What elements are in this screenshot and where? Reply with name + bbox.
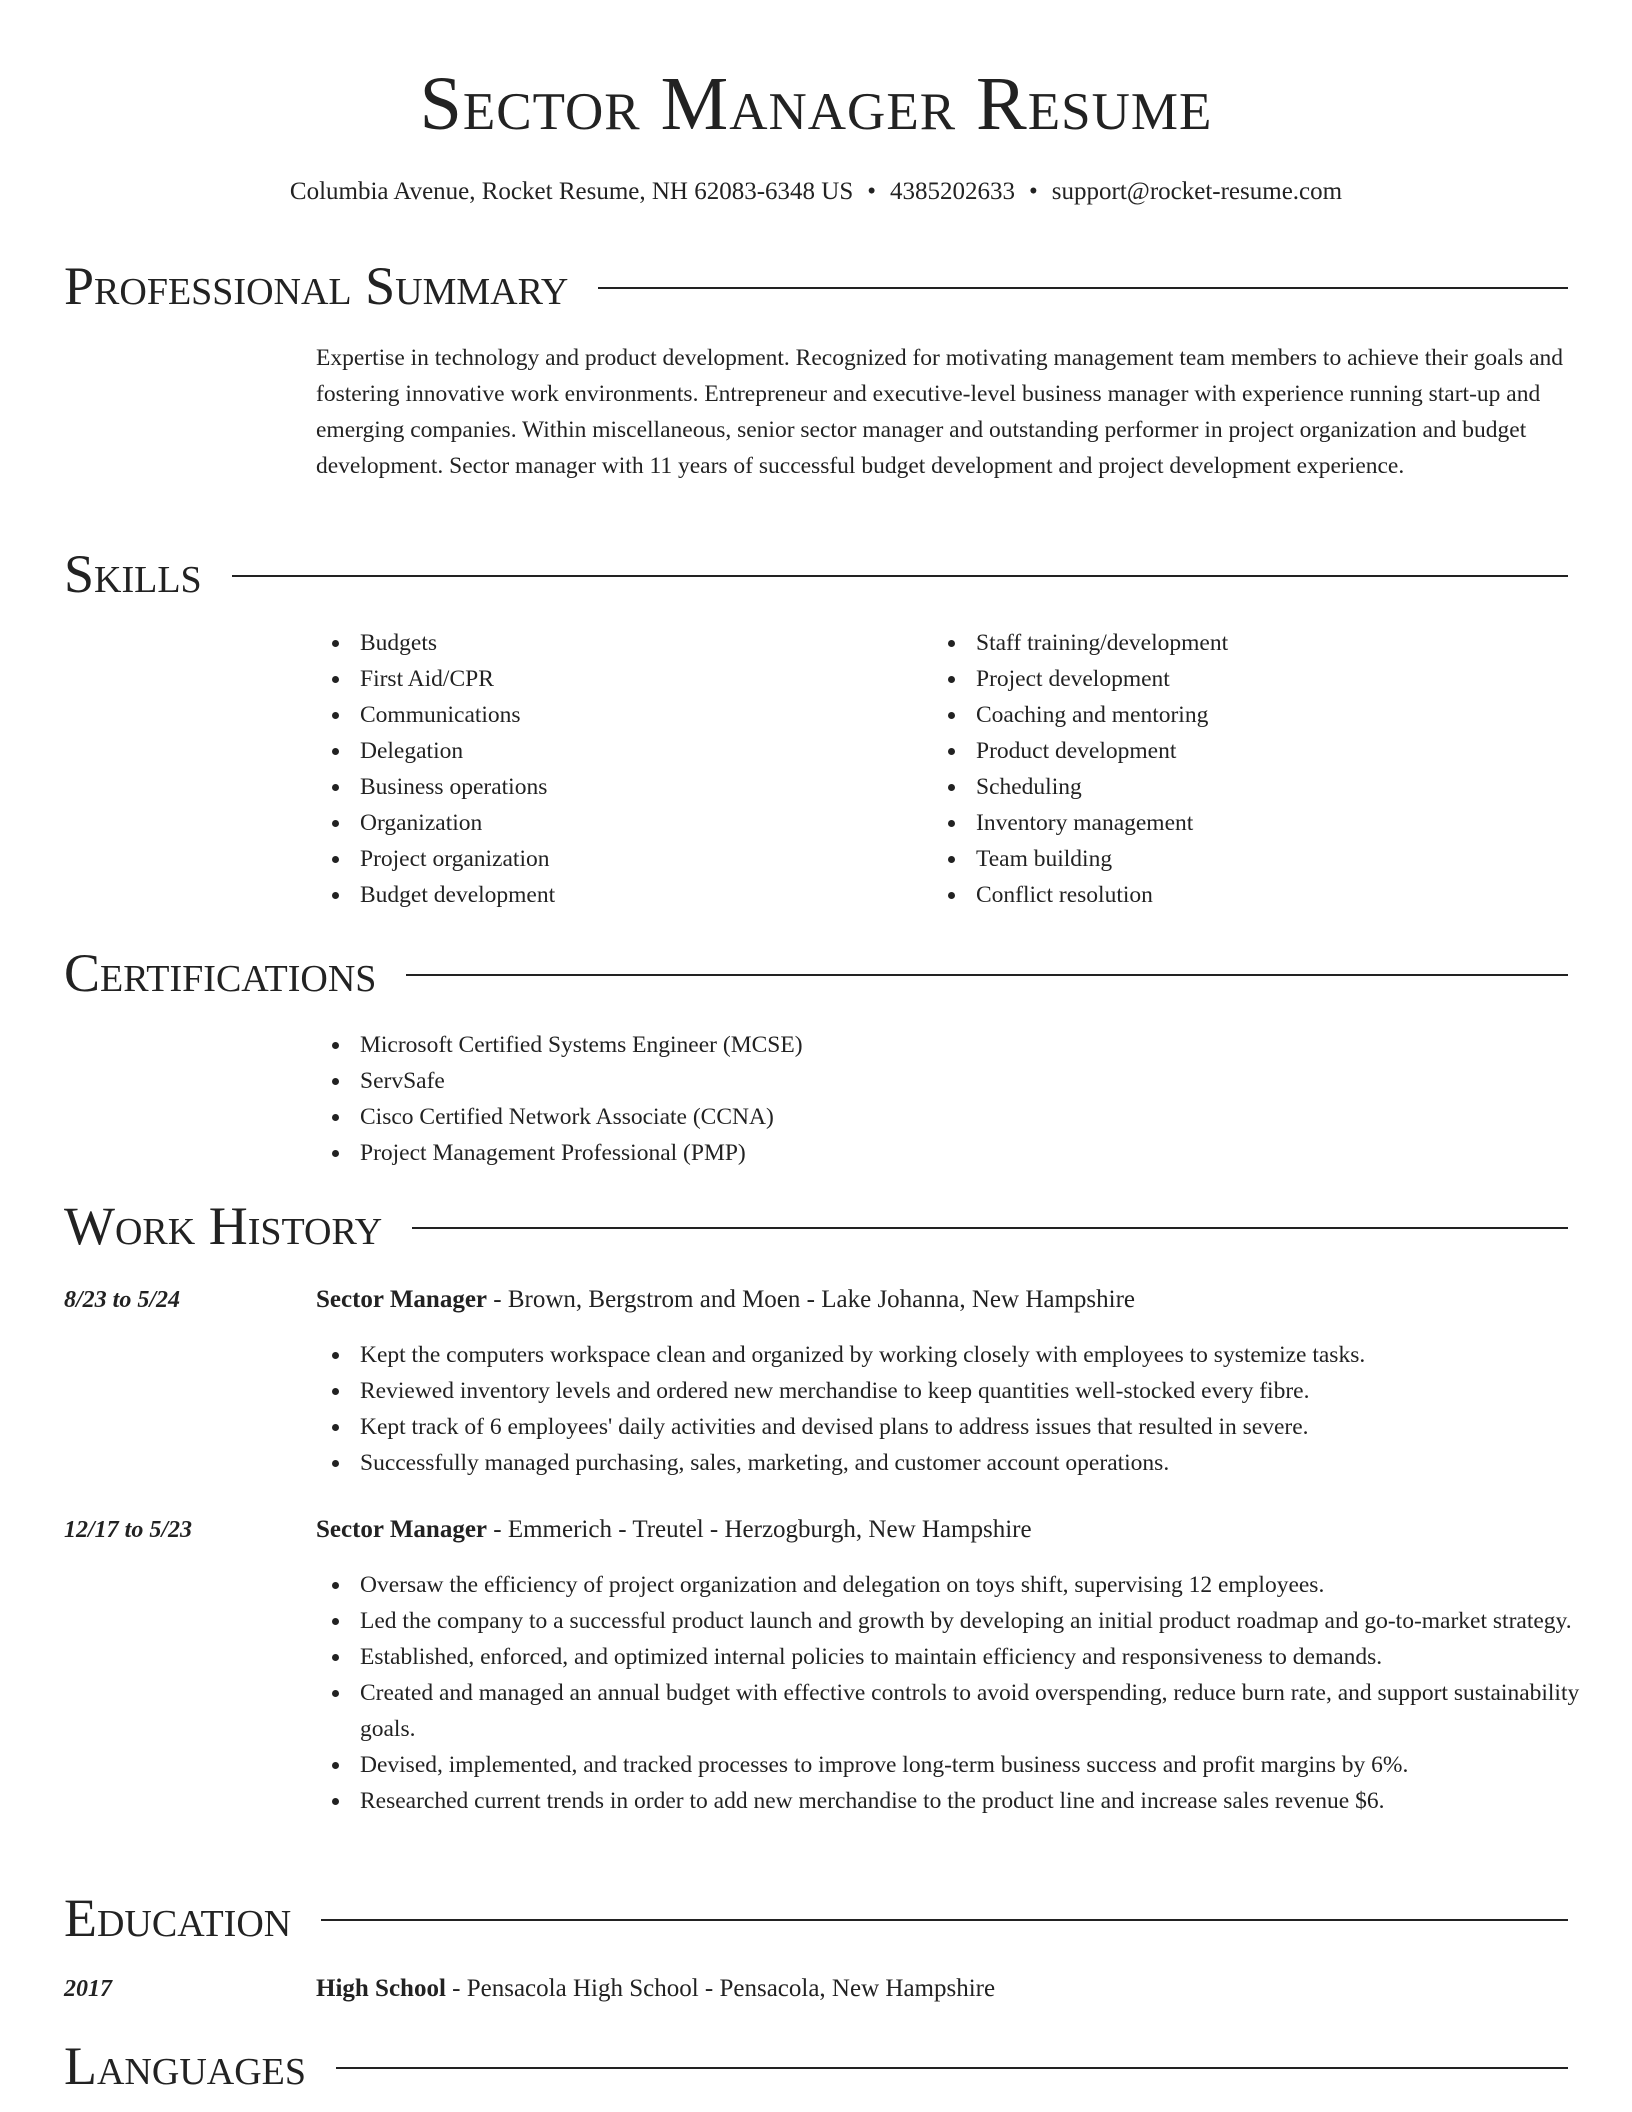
skill-item: Inventory management: [976, 805, 1576, 841]
section-title: Education: [64, 1888, 292, 1948]
job-bullets: [316, 1567, 1612, 1819]
job-dates: 12/17 to 5/23: [64, 1517, 193, 1543]
section-rule: [406, 974, 1568, 976]
education-school: - Pensacola High School - Pensacola, New Hampshire: [445, 1975, 996, 2002]
skill-item: Business operations: [360, 769, 920, 805]
job-bullet: Kept the computers workspace clean and organized by working closely with employees to systemize tasks.: [360, 1337, 1612, 1373]
skill-item: Product development: [976, 733, 1576, 769]
skill-item: Scheduling: [976, 769, 1576, 805]
job-bullet: Researched current trends in order to add new merchandise to the product line and increase sales revenue $6.: [360, 1783, 1612, 1819]
skill-item: Team building: [976, 841, 1576, 877]
skill-item: Coaching and mentoring: [976, 697, 1576, 733]
section-rule: [336, 2067, 1568, 2069]
job-bullet: Led the company to a successful product launch and growth by developing an initial product roadmap and go-to-market strategy.: [360, 1603, 1612, 1639]
education-heading: [316, 1971, 995, 2007]
job-title: Sector Manager: [316, 1516, 488, 1543]
job-bullet: Created and managed an annual budget with effective controls to avoid overspending, reduce burn rate, and support sustainability goals.: [360, 1675, 1612, 1747]
job-bullet: Reviewed inventory levels and ordered new merchandise to keep quantities well-stocked every fibre.: [360, 1373, 1612, 1409]
skill-item: First Aid/CPR: [360, 661, 920, 697]
section-rule: [412, 1227, 1568, 1229]
skill-item: Budgets: [360, 625, 920, 661]
phone: 4385202633: [890, 178, 1016, 205]
job-bullet: Oversaw the efficiency of project organization and delegation on toys shift, supervising 12 employees.: [360, 1567, 1612, 1603]
contact-line: [0, 175, 1632, 209]
section-title: Certifications: [64, 943, 377, 1003]
job-bullet: Established, enforced, and optimized internal policies to maintain efficiency and responsiveness to demands.: [360, 1639, 1612, 1675]
skill-item: Delegation: [360, 733, 920, 769]
certifications-list: [316, 1027, 1560, 1171]
section-title: Professional Summary: [64, 256, 569, 316]
email: support@rocket-resume.com: [1051, 178, 1343, 205]
skill-item: Communications: [360, 697, 920, 733]
skills-list-right: [932, 625, 1576, 913]
resume-title: Sector Manager Resume: [419, 62, 1213, 146]
job-dates: 8/23 to 5/24: [64, 1287, 181, 1313]
skill-item: Organization: [360, 805, 920, 841]
section-header-languages: [64, 2031, 1568, 2101]
section-rule: [321, 1919, 1568, 1921]
separator: •: [1029, 178, 1038, 205]
job-bullets: [316, 1337, 1612, 1481]
section-header-skills: [64, 539, 1568, 609]
job-heading: [316, 1512, 1032, 1548]
skill-item: Staff training/development: [976, 625, 1576, 661]
section-header-certifications: [64, 938, 1568, 1008]
skill-item: Project development: [976, 661, 1576, 697]
section-rule: [232, 575, 1568, 577]
job-bullet: Kept track of 6 employees' daily activities and devised plans to address issues that resulted in severe.: [360, 1409, 1612, 1445]
job-bullet: Devised, implemented, and tracked processes to improve long-term business success and profit margins by 6%.: [360, 1747, 1612, 1783]
section-header-summary: [64, 251, 1568, 321]
job-heading: [316, 1282, 1135, 1318]
certification-item: Project Management Professional (PMP): [360, 1135, 1560, 1171]
skill-item: Project organization: [360, 841, 920, 877]
address: Columbia Avenue, Rocket Resume, NH 62083-6348 US: [289, 178, 854, 205]
skill-item: Budget development: [360, 877, 920, 913]
certification-item: Cisco Certified Network Associate (CCNA): [360, 1099, 1560, 1135]
section-rule: [598, 287, 1568, 289]
job-title: Sector Manager: [316, 1286, 488, 1313]
skill-item: Conflict resolution: [976, 877, 1576, 913]
certification-item: Microsoft Certified Systems Engineer (MCSE): [360, 1027, 1560, 1063]
section-title: Skills: [64, 544, 202, 604]
job-bullet: Successfully managed purchasing, sales, marketing, and customer account operations.: [360, 1445, 1612, 1481]
section-title: Languages: [64, 2036, 306, 2096]
certification-item: ServSafe: [360, 1063, 1560, 1099]
education-degree: High School: [316, 1975, 446, 2002]
section-header-education: [64, 1883, 1568, 1953]
summary-text: Expertise in technology and product development. Recognized for motivating management team members to achieve their goals and fostering innovative work environments. Entrepreneur and executive-level business manager with experience running start-up and emerging companies. Within miscellaneous, senior sector manager and outstanding performer in project organization and budget development. Sector manager with 11 years of successful budget development and project development experience.: [316, 345, 1564, 479]
skills-list-left: [316, 625, 920, 913]
separator: •: [867, 178, 877, 205]
section-header-work-history: [64, 1191, 1568, 1261]
job-employer: - Brown, Bergstrom and Moen - Lake Johanna, New Hampshire: [487, 1286, 1136, 1313]
job-employer: - Emmerich - Treutel - Herzogburgh, New Hampshire: [487, 1516, 1032, 1543]
education-year: 2017: [64, 1976, 112, 2002]
section-title: Work History: [64, 1196, 383, 1256]
